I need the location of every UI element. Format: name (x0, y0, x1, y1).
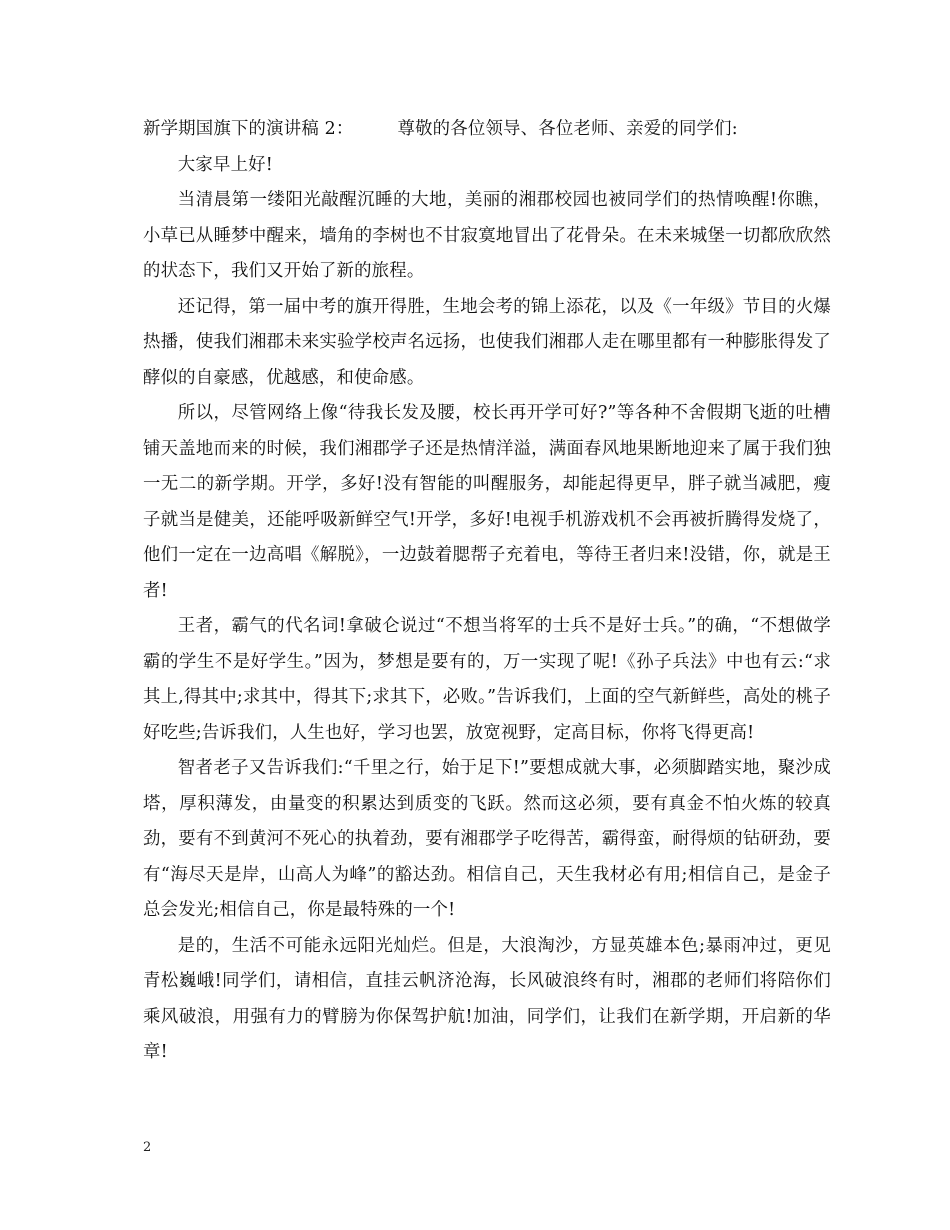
paragraph-campus-awakening: 当清晨第一缕阳光敲醒沉睡的大地，美丽的湘郡校园也被同学们的热情唤醒!你瞧，小草已从睡梦中醒来，墙角的李树也不甘寂寞地冒出了花骨朵。在未来城堡一切都欣欣然的状态下，我们又开始了新的旅程。 (143, 190, 831, 281)
paragraph-morning-greeting: 大家早上好! (177, 154, 273, 175)
speech-greeting: 尊敬的各位领导、各位老师、亲爱的同学们: (397, 119, 738, 139)
paragraph-ambition: 王者，霸气的代名词!拿破仑说过“不想当将军的士兵不是好士兵。”的确，“不想做学霸的学生不是好学生。”因为，梦想是要有的，万一实现了呢!《孙子兵法》中也有云:“求其上,得其中;求其中，得其下;求其下，必败。”告诉我们，上面的空气新鲜些，高处的桃子好吃些;告诉我们，人生也好，学习也罢，放宽视野，定高目标，你将飞得更高! (143, 616, 831, 743)
paragraph-new-semester: 所以，尽管网络上像“待我长发及腰，校长再开学可好?”等各种不舍假期飞逝的吐槽铺天盖地而来的时候，我们湘郡学子还是热情洋溢，满面春风地果断地迎来了属于我们独一无二的新学期。开学，多好!没有智能的叫醒服务，却能起得更早，胖子就当减肥，瘦子就当是健美，还能呼吸新鲜空气!开学，多好!电视手机游戏机不会再被折腾得发烧了，他们一定在一边高唱《解脱》，一边鼓着腮帮子充着电，等待王者归来!没错，你，就是王者! (143, 403, 831, 601)
speech-title: 新学期国旗下的演讲稿 2： (143, 119, 354, 139)
speech-body (143, 112, 831, 1071)
page-number: 2 (143, 1140, 152, 1155)
heading-spacer (354, 112, 398, 148)
heading-line (143, 112, 831, 148)
paragraph-achievements: 还记得，第一届中考的旗开得胜，生地会考的锦上添花，以及《一年级》节目的火爆热播，使我们湘郡未来实验学校声名远扬，也使我们湘郡人走在哪里都有一种膨胀得发了酵似的自豪感，优越感，和使命感。 (143, 296, 831, 388)
paragraph-perseverance: 智者老子又告诉我们:“千里之行，始于足下!”要想成就大事，必须脚踏实地，聚沙成塔，厚积薄发，由量变的积累达到质变的飞跃。然而这必须，要有真金不怕火炼的较真劲，要有不到黄河不死心的执着劲，要有湘郡学子吃得苦，霸得蛮，耐得烦的钻研劲，要有“海尽天是岸，山高人为峰”的豁达劲。相信自己，天生我材必有用;相信自己，是金子总会发光;相信自己，你是最特殊的一个! (143, 758, 831, 920)
paragraph-encouragement: 是的，生活不可能永远阳光灿烂。但是，大浪淘沙，方显英雄本色;暴雨冲过，更见青松巍峨!同学们，请相信，直挂云帆济沧海，长风破浪终有时，湘郡的老师们将陪你们乘风破浪，用强有力的臂膀为你保驾护航!加油，同学们，让我们在新学期，开启新的华章! (143, 935, 831, 1062)
